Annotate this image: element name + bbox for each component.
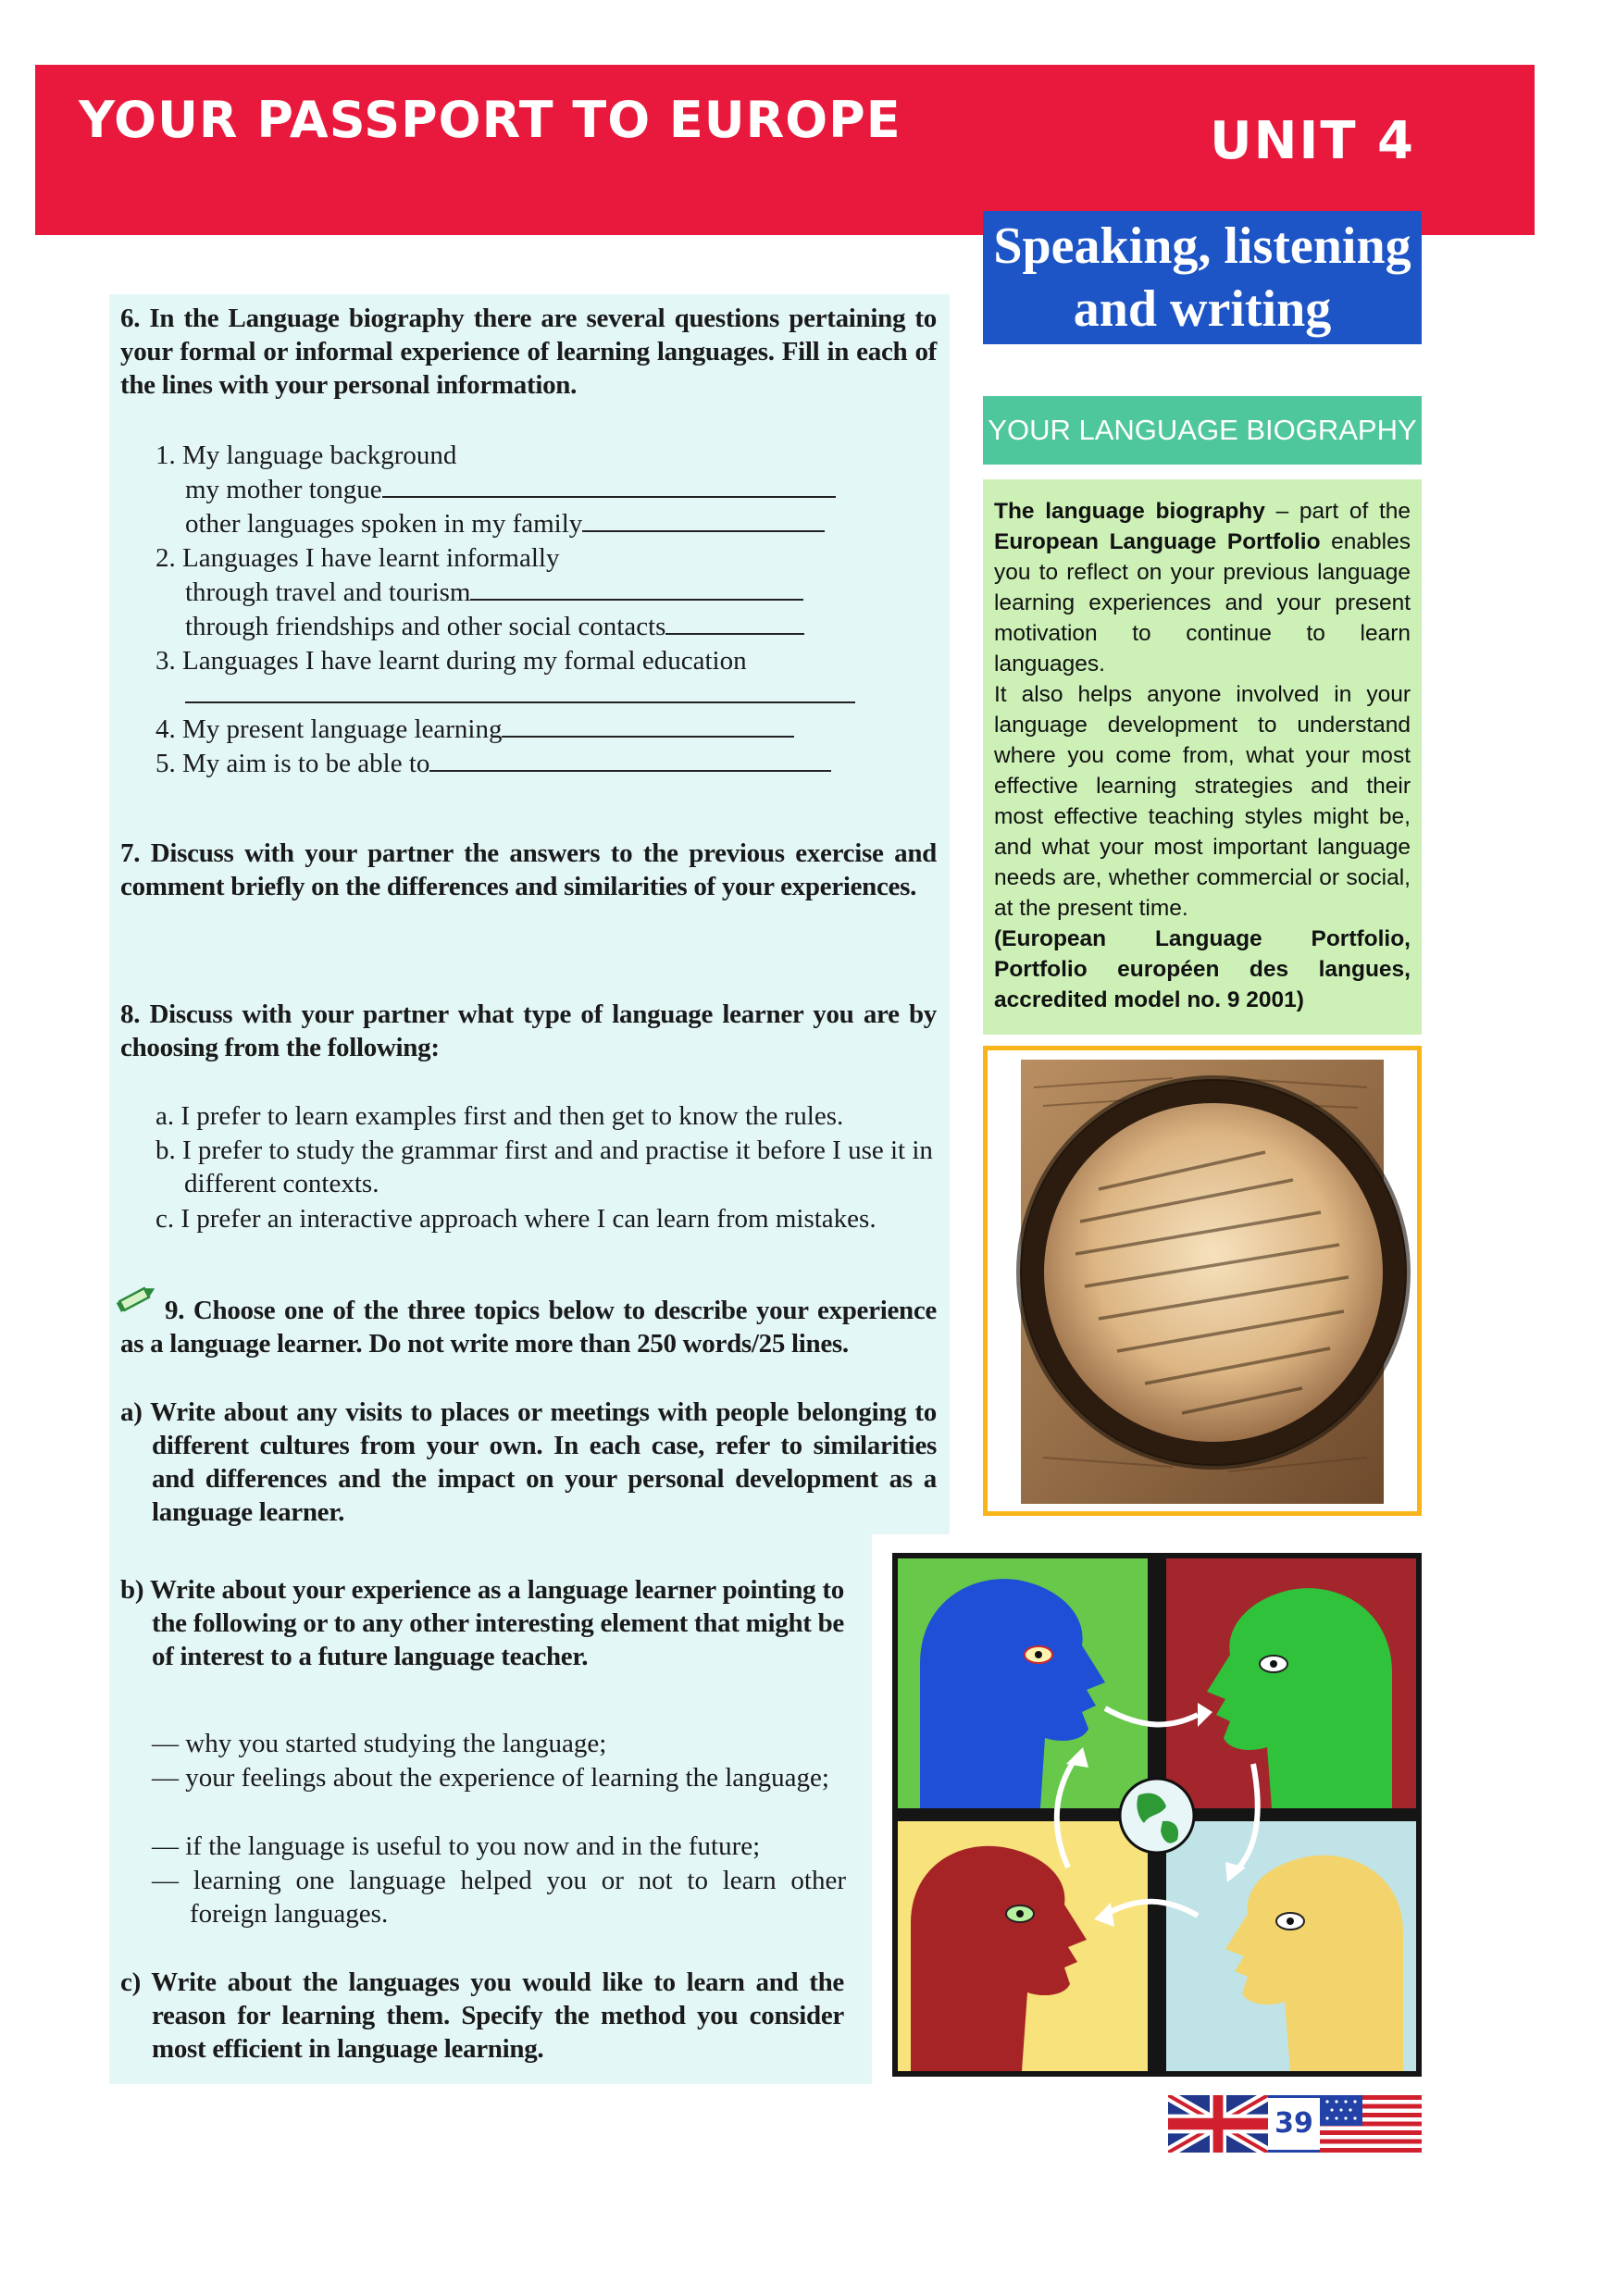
q6-item-family-languages: other languages spoken in my family — [185, 507, 825, 540]
section-title-line-1: Speaking, listening — [993, 217, 1411, 275]
topic-b-bullet-4: — learning one language helped you or not to learn other foreign languages. — [152, 1866, 846, 1929]
magnifying-glass-photo — [983, 1046, 1422, 1516]
us-flag-icon — [1320, 2095, 1422, 2153]
uk-flag-icon — [1168, 2095, 1268, 2153]
q6-item-3: 3. Languages I have learnt during my formal education — [155, 646, 747, 676]
topic-a: a) Write about any visits to places or meetings with people belonging to different cultures from your own. In each case, refer to similarities and differences and the impact on your personal development as a language learner. — [120, 1397, 937, 1527]
answer-line[interactable] — [582, 508, 825, 532]
language-biography-body: It also helps anyone involved in your language development to understand where you come from, what your most effective learning strategies and their most effective teaching styles might be, and what your most important language needs are, whether commercial or social, at the present time. — [994, 682, 1411, 921]
q6-item-4: 4. My present language learning — [155, 713, 794, 746]
q6-item-travel: through travel and tourism — [185, 576, 803, 609]
q6-item-mother-tongue: my mother tongue — [185, 473, 836, 506]
answer-line[interactable] — [470, 577, 803, 601]
q6-item-formal-education-line — [185, 678, 855, 712]
q8-option-c: c. I prefer an interactive approach where I can learn from mistakes. — [155, 1204, 877, 1234]
q8-option-a: a. I prefer to learn examples first and then get to know the rules. — [155, 1101, 844, 1131]
topic-b: b) Write about your experience as a language learner pointing to the following or to any other interesting element that might be of interest to a future language teacher. — [120, 1575, 844, 1671]
q6-item-friendships: through friendships and other social contacts — [185, 610, 804, 643]
section-title-box — [983, 211, 1422, 344]
q6-item-1: 1. My language background — [155, 441, 457, 470]
unit-label: UNIT 4 — [1210, 111, 1415, 171]
exercise-7-prompt: 7. Discuss with your partner the answers to the previous exercise and comment briefly on the differences and similarities of your experiences. — [120, 838, 937, 901]
answer-line[interactable] — [502, 714, 794, 738]
exercise-9-prompt: 9. Choose one of the three topics below to describe your experience as a language learner. Do not write more than 250 words/25 lines. — [120, 1296, 937, 1359]
page-number: 39 — [1268, 2095, 1320, 2153]
topic-b-bullet-2: — your feelings about the experience of learning the language; — [152, 1763, 829, 1793]
answer-line[interactable] — [665, 611, 804, 635]
exercise-6-prompt: 6. In the Language biography there are several questions pertaining to your formal or informal experience of learning languages. Fill in each of the lines with your personal information. — [120, 304, 937, 400]
topic-b-bullet-1: — why you started studying the language; — [152, 1729, 607, 1758]
faces-illustration — [892, 1553, 1422, 2077]
q6-item-2: 2. Languages I have learnt informally — [155, 543, 560, 573]
q8-option-b: b. I prefer to study the grammar first and and practise it before I use it in different contexts. — [155, 1136, 933, 1198]
answer-line[interactable] — [382, 474, 836, 498]
language-biography-intro: The language biography – part of the European Language Portfolio enables you to reflect on your previous language learning experiences and your present motivation to continue to learn languages. — [994, 499, 1411, 676]
language-biography-heading: YOUR LANGUAGE BIOGRAPHY — [983, 396, 1422, 465]
answer-line[interactable] — [185, 679, 855, 703]
q6-item-5: 5. My aim is to be able to — [155, 747, 831, 780]
language-biography-citation: (European Language Portfolio, Portfolio européen des langues, accredited model no. 9 2001) — [994, 926, 1411, 1012]
answer-line[interactable] — [429, 748, 831, 772]
topic-c: c) Write about the languages you would like to learn and the reason for learning them. Specify the method you consider most efficient in language learning. — [120, 1967, 844, 2064]
exercise-8-prompt: 8. Discuss with your partner what type of language learner you are by choosing from the following: — [120, 999, 937, 1062]
language-biography-box — [983, 479, 1422, 1035]
section-title-line-2: and writing — [1073, 280, 1332, 338]
topic-b-bullet-3: — if the language is useful to you now and in the future; — [152, 1831, 761, 1861]
page-header-title: YOUR PASSPORT TO EUROPE — [79, 91, 901, 149]
